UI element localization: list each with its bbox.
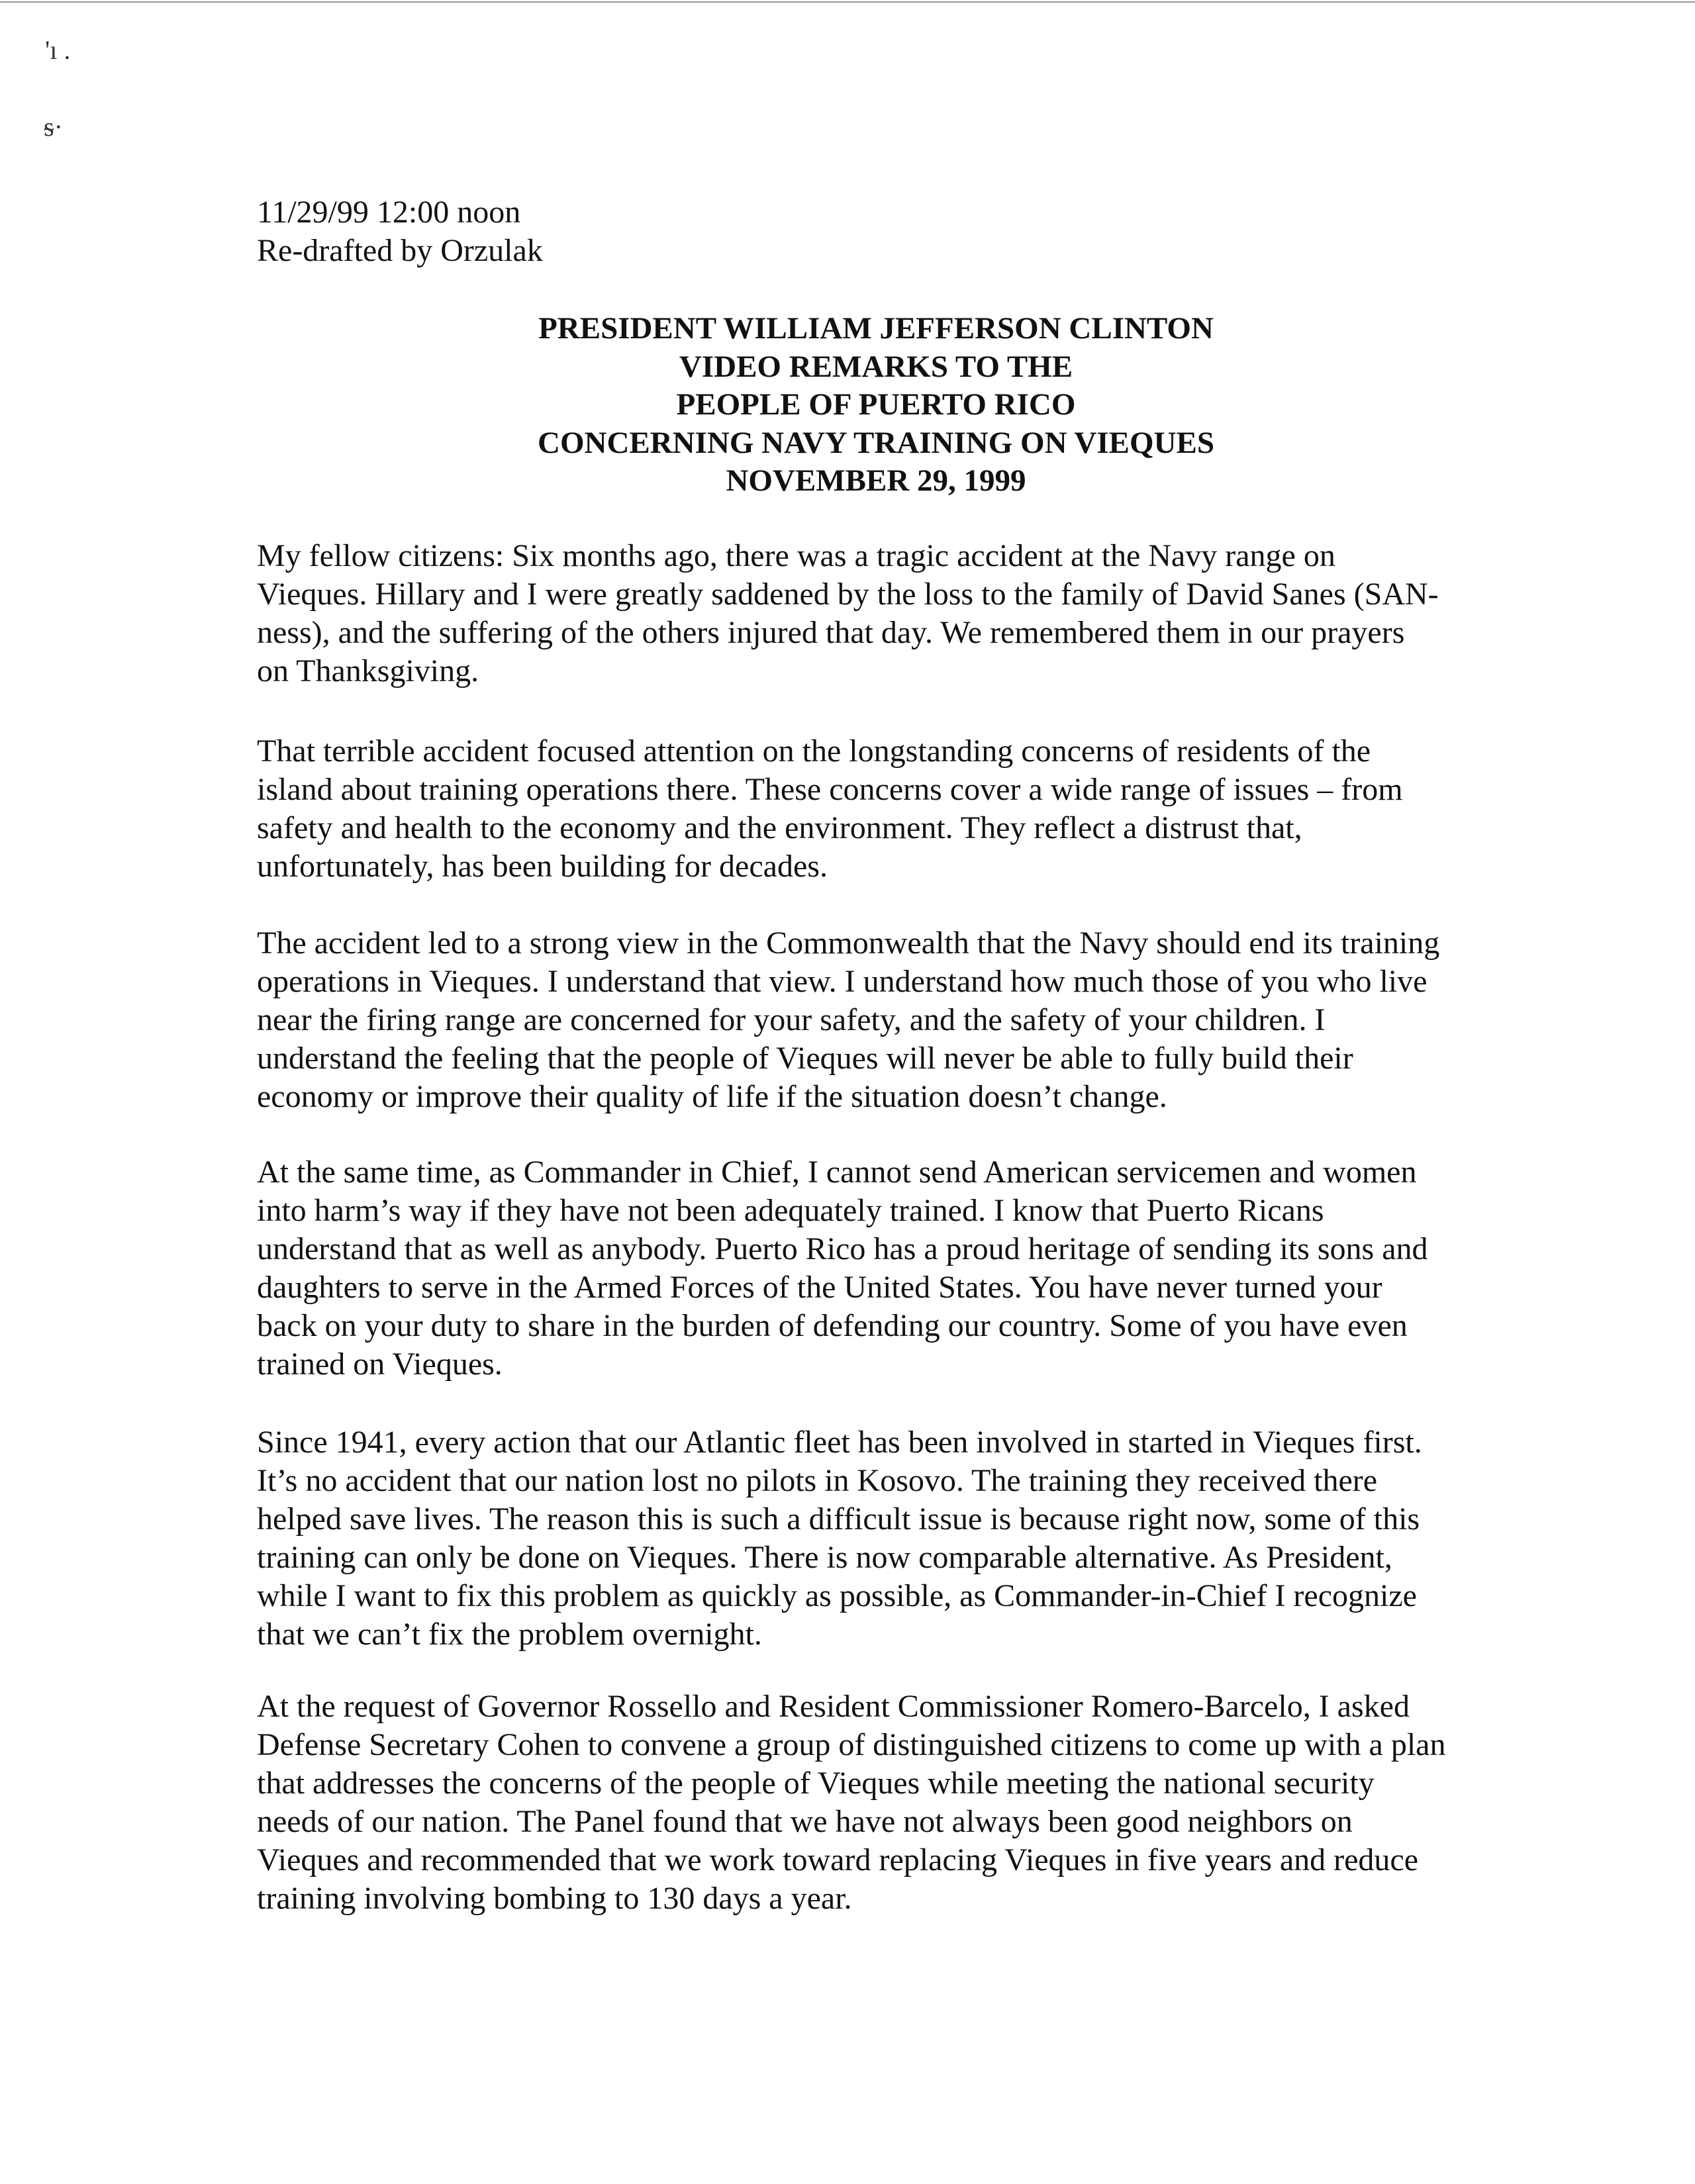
scan-top-edge (0, 1, 1695, 3)
paragraph (257, 1687, 1445, 1918)
scan-mark: ᵴ· (44, 112, 63, 142)
paragraph-line: safety and health to the economy and the environment. They reflect a distrust that, (257, 810, 1302, 845)
paragraph (257, 1423, 1422, 1654)
paragraph (257, 1153, 1428, 1384)
drafted-by: Re-drafted by Orzulak (257, 233, 543, 268)
paragraph-line: that addresses the concerns of the people of Vieques while meeting the national security (257, 1766, 1375, 1801)
paragraph-line: operations in Vieques. I understand that view. I understand how much those of you who live (257, 964, 1428, 999)
paragraph (257, 924, 1439, 1116)
paragraph-line: understand the feeling that the people of Vieques will never be able to fully build their (257, 1041, 1353, 1076)
paragraph-line: Vieques and recommended that we work toward replacing Vieques in five years and reduce (257, 1842, 1419, 1877)
paragraph-line: helped save lives. The reason this is such a difficult issue is because right now, some of this (257, 1501, 1420, 1537)
title-line: PRESIDENT WILLIAM JEFFERSON CLINTON (538, 311, 1214, 346)
paragraph-line: near the firing range are concerned for your safety, and the safety of your children. I (257, 1002, 1326, 1037)
paragraph-line: ness), and the suffering of the others injured that day. We remembered them in our prayers (257, 615, 1405, 650)
paragraph-line: while I want to fix this problem as quickly as possible, as Commander-in-Chief I recognize (257, 1578, 1417, 1613)
paragraph-line: Defense Secretary Cohen to convene a group of distinguished citizens to come up with a plan (257, 1727, 1446, 1762)
title-line: PEOPLE OF PUERTO RICO (676, 387, 1076, 422)
paragraph-line: Vieques. Hillary and I were greatly saddened by the loss to the family of David Sanes (SAN- (257, 577, 1439, 612)
title-line: NOVEMBER 29, 1999 (726, 463, 1026, 498)
paragraph-line: daughters to serve in the Armed Forces of the United States. You have never turned your (257, 1270, 1382, 1305)
paragraph-line: on Thanksgiving. (257, 653, 479, 688)
paragraph-line: that we can’t fix the problem overnight. (257, 1617, 762, 1652)
paragraph-line: needs of our nation. The Panel found that we have not always been good neighbors on (257, 1804, 1353, 1839)
paragraph-line: It’s no accident that our nation lost no pilots in Kosovo. The training they received there (257, 1463, 1378, 1498)
scan-mark: 'ı . (45, 35, 71, 65)
draft-timestamp: 11/29/99 12:00 noon (257, 195, 521, 230)
paragraph-line: unfortunately, has been building for decades. (257, 849, 828, 884)
paragraph-line: trained on Vieques. (257, 1347, 503, 1382)
paragraph-line: training involving bombing to 130 days a year. (257, 1881, 852, 1916)
paragraph (257, 537, 1439, 690)
paragraph-line: The accident led to a strong view in the Commonwealth that the Navy should end its training (257, 926, 1440, 961)
paragraph-line: My fellow citizens: Six months ago, there was a tragic accident at the Navy range on (257, 538, 1335, 573)
document-title (0, 310, 1695, 500)
paragraph-line: training can only be done on Vieques. There is now comparable alternative. As President, (257, 1540, 1392, 1575)
paragraph-line: back on your duty to share in the burden of defending our country. Some of you have even (257, 1308, 1408, 1343)
paragraph-line: Since 1941, every action that our Atlantic fleet has been involved in started in Vieques first. (257, 1425, 1422, 1460)
paragraph (257, 732, 1403, 886)
paragraph-line: economy or improve their quality of life if the situation doesn’t change. (257, 1079, 1167, 1114)
paragraph-line: understand that as well as anybody. Puerto Rico has a proud heritage of sending its sons and (257, 1231, 1428, 1266)
paragraph-line: into harm’s way if they have not been adequately trained. I know that Puerto Ricans (257, 1193, 1324, 1228)
paragraph-line: At the same time, as Commander in Chief, I cannot send American servicemen and women (257, 1155, 1417, 1190)
document-header (257, 193, 543, 270)
paragraph-line: At the request of Governor Rossello and Resident Commissioner Romero-Barcelo, I asked (257, 1689, 1410, 1724)
title-line: CONCERNING NAVY TRAINING ON VIEQUES (538, 425, 1214, 460)
paragraph-line: That terrible accident focused attention on the longstanding concerns of residents of the (257, 734, 1371, 769)
title-line: VIDEO REMARKS TO THE (679, 349, 1073, 384)
paragraph-line: island about training operations there. These concerns cover a wide range of issues – from (257, 772, 1403, 807)
